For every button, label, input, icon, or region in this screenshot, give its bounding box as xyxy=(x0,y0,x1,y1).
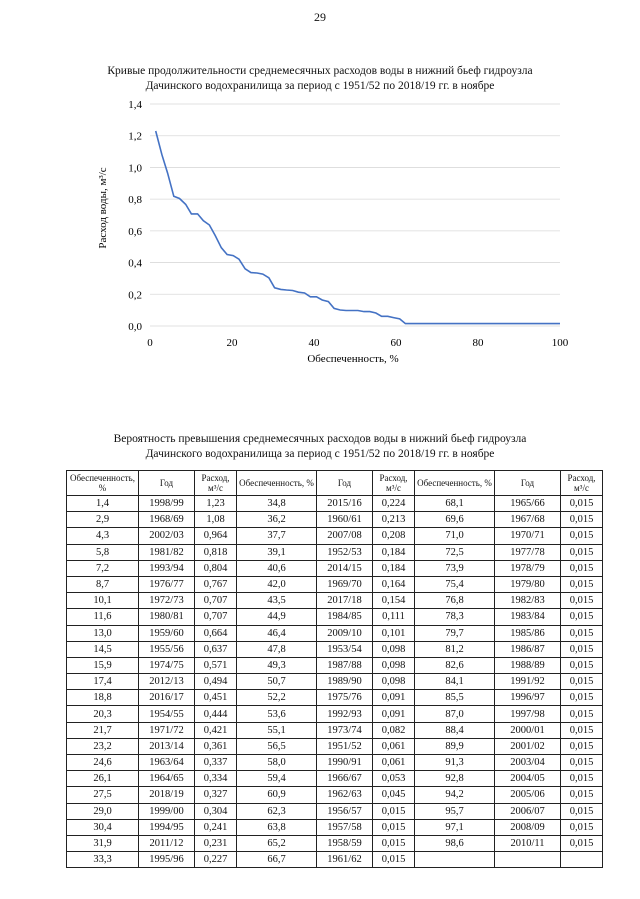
y-tick-label: 0,8 xyxy=(128,194,142,207)
table-cell: 69,6 xyxy=(415,512,495,528)
table-row xyxy=(67,722,603,738)
table-cell: 1957/58 xyxy=(317,819,373,835)
table-cell: 0,818 xyxy=(195,544,237,560)
table-cell: 1979/80 xyxy=(495,576,561,592)
table-cell: 1988/89 xyxy=(495,657,561,673)
table-cell: 5,8 xyxy=(67,544,139,560)
table-cell: 0,227 xyxy=(195,852,237,868)
table-cell: 21,7 xyxy=(67,722,139,738)
x-tick-label: 100 xyxy=(551,337,569,349)
table-cell: 36,2 xyxy=(237,512,317,528)
table-cell: 1959/60 xyxy=(139,625,195,641)
table-cell: 73,9 xyxy=(415,560,495,576)
table-cell: 0,015 xyxy=(561,625,603,641)
table-cell: 1992/93 xyxy=(317,706,373,722)
table-cell: 1975/76 xyxy=(317,690,373,706)
table-cell: 0,045 xyxy=(373,787,415,803)
table-cell: 60,9 xyxy=(237,787,317,803)
table-cell: 0,015 xyxy=(561,609,603,625)
table-cell: 87,0 xyxy=(415,706,495,722)
table-cell: 2014/15 xyxy=(317,560,373,576)
table-cell: 46,4 xyxy=(237,625,317,641)
table-cell: 0,231 xyxy=(195,835,237,851)
table-row xyxy=(67,771,603,787)
table-cell: 52,2 xyxy=(237,690,317,706)
column-header: Обеспеченность, % xyxy=(237,471,317,496)
table-cell: 0,327 xyxy=(195,787,237,803)
table-cell: 14,5 xyxy=(67,641,139,657)
y-tick-label: 0,2 xyxy=(128,289,142,302)
table-cell: 1967/68 xyxy=(495,512,561,528)
table-cell: 0,015 xyxy=(561,576,603,592)
table-cell: 2006/07 xyxy=(495,803,561,819)
table-cell: 2001/02 xyxy=(495,738,561,754)
flow-duration-chart xyxy=(70,96,570,376)
table-cell: 56,5 xyxy=(237,738,317,754)
table-cell: 47,8 xyxy=(237,641,317,657)
column-header: Год xyxy=(495,471,561,496)
table-cell: 97,1 xyxy=(415,819,495,835)
table-cell: 1953/54 xyxy=(317,641,373,657)
table-cell: 0,224 xyxy=(373,496,415,512)
table-cell: 0,213 xyxy=(373,512,415,528)
table-cell: 1954/55 xyxy=(139,706,195,722)
table-cell: 0,098 xyxy=(373,657,415,673)
table-cell: 2016/17 xyxy=(139,690,195,706)
table-cell: 59,4 xyxy=(237,771,317,787)
column-header: Год xyxy=(139,471,195,496)
table-cell: 0,184 xyxy=(373,560,415,576)
column-header: Расход, м³/с xyxy=(373,471,415,496)
table-row xyxy=(67,690,603,706)
table-cell: 0,015 xyxy=(561,771,603,787)
table-cell: 4,3 xyxy=(67,528,139,544)
table-cell: 0,015 xyxy=(561,560,603,576)
chart-title-line1: Кривые продолжительности среднемесячных расходов воды в нижний бьеф гидроузла xyxy=(107,65,533,77)
table-cell: 1973/74 xyxy=(317,722,373,738)
table-cell: 1972/73 xyxy=(139,593,195,609)
table-cell: 0,015 xyxy=(561,835,603,851)
table-cell: 62,3 xyxy=(237,803,317,819)
table-cell: 89,9 xyxy=(415,738,495,754)
table-cell: 82,6 xyxy=(415,657,495,673)
x-tick-label: 0 xyxy=(147,337,153,349)
table-cell: 1997/98 xyxy=(495,706,561,722)
flow-duration-curve xyxy=(156,131,560,324)
table-cell: 11,6 xyxy=(67,609,139,625)
x-tick-label: 60 xyxy=(390,337,402,349)
table-cell xyxy=(561,852,603,868)
table-cell: 1995/96 xyxy=(139,852,195,868)
table-cell: 0,061 xyxy=(373,755,415,771)
table-cell: 2004/05 xyxy=(495,771,561,787)
table-title-line2: Дачинского водохранилища за период с 1951/52 по 2018/19 гг. в ноябре xyxy=(145,448,495,460)
table-row xyxy=(67,657,603,673)
table-cell: 1980/81 xyxy=(139,609,195,625)
table-cell: 1999/00 xyxy=(139,803,195,819)
y-tick-label: 1,2 xyxy=(128,130,142,143)
table-row xyxy=(67,787,603,803)
table-cell: 1983/84 xyxy=(495,609,561,625)
table-cell: 0,421 xyxy=(195,722,237,738)
y-tick-label: 0,4 xyxy=(128,257,142,270)
table-cell: 2005/06 xyxy=(495,787,561,803)
table-cell: 0,664 xyxy=(195,625,237,641)
table-cell: 1962/63 xyxy=(317,787,373,803)
table-header-row xyxy=(67,471,603,496)
table-cell: 24,6 xyxy=(67,755,139,771)
table-cell: 66,7 xyxy=(237,852,317,868)
table-cell: 50,7 xyxy=(237,674,317,690)
y-axis-label: Расход воды, м³/с xyxy=(97,167,109,249)
table-cell: 85,5 xyxy=(415,690,495,706)
table-cell: 2003/04 xyxy=(495,755,561,771)
table-cell: 2017/18 xyxy=(317,593,373,609)
y-tick-label: 0,0 xyxy=(128,321,142,333)
table-cell: 0,707 xyxy=(195,593,237,609)
table-cell: 94,2 xyxy=(415,787,495,803)
table-cell: 1982/83 xyxy=(495,593,561,609)
table-row xyxy=(67,496,603,512)
table-cell: 0,015 xyxy=(561,738,603,754)
table-cell: 1990/91 xyxy=(317,755,373,771)
table-cell: 34,8 xyxy=(237,496,317,512)
table-cell: 2,9 xyxy=(67,512,139,528)
table-cell: 68,1 xyxy=(415,496,495,512)
table-cell: 0,804 xyxy=(195,560,237,576)
table-cell: 17,4 xyxy=(67,674,139,690)
table-cell: 2012/13 xyxy=(139,674,195,690)
table-cell: 1971/72 xyxy=(139,722,195,738)
table-cell: 88,4 xyxy=(415,722,495,738)
table-cell: 18,8 xyxy=(67,690,139,706)
table-cell: 0,015 xyxy=(373,803,415,819)
table-cell: 23,2 xyxy=(67,738,139,754)
table-row xyxy=(67,512,603,528)
table-cell: 20,3 xyxy=(67,706,139,722)
table-row xyxy=(67,576,603,592)
table-row xyxy=(67,706,603,722)
table-cell: 27,5 xyxy=(67,787,139,803)
table-row xyxy=(67,852,603,868)
table-cell: 0,767 xyxy=(195,576,237,592)
table-cell: 2010/11 xyxy=(495,835,561,851)
page-number: 29 xyxy=(314,10,326,24)
table-cell: 30,4 xyxy=(67,819,139,835)
table-cell: 1970/71 xyxy=(495,528,561,544)
table-cell: 1961/62 xyxy=(317,852,373,868)
table-cell: 33,3 xyxy=(67,852,139,868)
table-cell: 0,091 xyxy=(373,690,415,706)
table-cell: 0,964 xyxy=(195,528,237,544)
table-cell: 40,6 xyxy=(237,560,317,576)
table-cell: 0,015 xyxy=(561,593,603,609)
table-cell: 7,2 xyxy=(67,560,139,576)
chart-title-line2: Дачинского водохранилища за период с 1951/52 по 2018/19 гг. в ноябре xyxy=(145,80,495,92)
table-cell: 2002/03 xyxy=(139,528,195,544)
table-cell: 0,164 xyxy=(373,576,415,592)
table-cell: 84,1 xyxy=(415,674,495,690)
table-cell: 0,451 xyxy=(195,690,237,706)
y-tick-labels xyxy=(128,99,142,333)
probability-table xyxy=(66,470,603,868)
table-cell: 55,1 xyxy=(237,722,317,738)
table-cell: 0,015 xyxy=(561,690,603,706)
table-cell: 26,1 xyxy=(67,771,139,787)
table-cell: 0,061 xyxy=(373,738,415,754)
table-cell: 91,3 xyxy=(415,755,495,771)
table-cell: 72,5 xyxy=(415,544,495,560)
table-cell: 0,637 xyxy=(195,641,237,657)
table-cell: 1969/70 xyxy=(317,576,373,592)
table-cell: 1956/57 xyxy=(317,803,373,819)
table-cell: 1981/82 xyxy=(139,544,195,560)
table-row xyxy=(67,593,603,609)
table-cell: 1977/78 xyxy=(495,544,561,560)
table-cell: 2008/09 xyxy=(495,819,561,835)
table-cell: 76,8 xyxy=(415,593,495,609)
table-cell: 0,053 xyxy=(373,771,415,787)
table-cell: 31,9 xyxy=(67,835,139,851)
table-cell: 0,091 xyxy=(373,706,415,722)
table-cell: 0,154 xyxy=(373,593,415,609)
table-row xyxy=(67,609,603,625)
table-cell: 1960/61 xyxy=(317,512,373,528)
table-row xyxy=(67,625,603,641)
table-cell: 1985/86 xyxy=(495,625,561,641)
table-cell: 53,6 xyxy=(237,706,317,722)
y-tick-label: 1,4 xyxy=(128,99,142,111)
table-cell: 0,707 xyxy=(195,609,237,625)
table-cell: 1951/52 xyxy=(317,738,373,754)
table-cell: 2007/08 xyxy=(317,528,373,544)
table-cell: 2009/10 xyxy=(317,625,373,641)
table-cell: 0,015 xyxy=(561,755,603,771)
table-cell: 0,334 xyxy=(195,771,237,787)
table-cell: 1958/59 xyxy=(317,835,373,851)
table-cell: 0,571 xyxy=(195,657,237,673)
table-cell xyxy=(415,852,495,868)
table-cell: 63,8 xyxy=(237,819,317,835)
table-row xyxy=(67,835,603,851)
table-body xyxy=(67,496,603,868)
table-cell: 95,7 xyxy=(415,803,495,819)
table-cell: 43,5 xyxy=(237,593,317,609)
table-cell: 0,015 xyxy=(561,674,603,690)
table-cell: 0,015 xyxy=(561,722,603,738)
table-cell: 1998/99 xyxy=(139,496,195,512)
table-cell: 0,015 xyxy=(561,496,603,512)
table-cell: 1,23 xyxy=(195,496,237,512)
table-title xyxy=(40,432,600,462)
x-tick-labels xyxy=(147,337,569,349)
table-cell: 0,015 xyxy=(373,852,415,868)
table-cell: 0,494 xyxy=(195,674,237,690)
table-cell: 81,2 xyxy=(415,641,495,657)
table-cell: 1978/79 xyxy=(495,560,561,576)
table-row xyxy=(67,641,603,657)
table-cell: 1952/53 xyxy=(317,544,373,560)
table-cell: 0,241 xyxy=(195,819,237,835)
table-row xyxy=(67,560,603,576)
table-row xyxy=(67,544,603,560)
table-row xyxy=(67,738,603,754)
table-cell: 92,8 xyxy=(415,771,495,787)
table-cell: 0,184 xyxy=(373,544,415,560)
table-row xyxy=(67,674,603,690)
table-cell: 2015/16 xyxy=(317,496,373,512)
table-cell: 1968/69 xyxy=(139,512,195,528)
table-cell: 1963/64 xyxy=(139,755,195,771)
x-tick-label: 20 xyxy=(226,337,238,349)
table-cell: 75,4 xyxy=(415,576,495,592)
table-cell: 0,337 xyxy=(195,755,237,771)
chart-grid xyxy=(150,104,560,326)
table-cell: 15,9 xyxy=(67,657,139,673)
table-row xyxy=(67,528,603,544)
column-header: Расход, м³/с xyxy=(195,471,237,496)
table-cell: 0,015 xyxy=(561,544,603,560)
table-cell: 0,015 xyxy=(561,641,603,657)
chart-title xyxy=(40,64,600,94)
table-cell: 1987/88 xyxy=(317,657,373,673)
table-cell: 2013/14 xyxy=(139,738,195,754)
table-cell: 0,015 xyxy=(561,706,603,722)
table-cell: 0,015 xyxy=(561,528,603,544)
table-cell: 71,0 xyxy=(415,528,495,544)
table-cell: 1966/67 xyxy=(317,771,373,787)
table-cell: 29,0 xyxy=(67,803,139,819)
table-cell: 1996/97 xyxy=(495,690,561,706)
table-title-line1: Вероятность превышения среднемесячных расходов воды в нижний бьеф гидроузла xyxy=(113,433,527,445)
table-cell: 0,098 xyxy=(373,674,415,690)
table-cell: 0,361 xyxy=(195,738,237,754)
table-cell: 0,015 xyxy=(373,835,415,851)
x-tick-label: 40 xyxy=(308,337,320,349)
table-cell: 0,015 xyxy=(373,819,415,835)
table-cell: 0,015 xyxy=(561,803,603,819)
table-cell: 2000/01 xyxy=(495,722,561,738)
table-row xyxy=(67,819,603,835)
table-cell: 42,0 xyxy=(237,576,317,592)
y-tick-label: 0,6 xyxy=(128,225,142,238)
table-cell: 1,4 xyxy=(67,496,139,512)
table-cell: 1955/56 xyxy=(139,641,195,657)
table-cell: 1,08 xyxy=(195,512,237,528)
table-cell: 1994/95 xyxy=(139,819,195,835)
x-axis-label: Обеспеченность, % xyxy=(307,353,399,365)
table-cell: 0,015 xyxy=(561,657,603,673)
table-cell: 1989/90 xyxy=(317,674,373,690)
table-cell: 0,444 xyxy=(195,706,237,722)
table-cell: 0,015 xyxy=(561,819,603,835)
table-cell: 0,101 xyxy=(373,625,415,641)
table-cell: 0,208 xyxy=(373,528,415,544)
x-tick-label: 80 xyxy=(472,337,484,349)
table-cell: 44,9 xyxy=(237,609,317,625)
column-header: Обеспеченность, % xyxy=(415,471,495,496)
table-cell: 2018/19 xyxy=(139,787,195,803)
table-cell: 0,082 xyxy=(373,722,415,738)
table-cell: 13,0 xyxy=(67,625,139,641)
table-cell: 0,015 xyxy=(561,787,603,803)
table-cell: 2011/12 xyxy=(139,835,195,851)
table-cell: 0,111 xyxy=(373,609,415,625)
table-cell: 8,7 xyxy=(67,576,139,592)
table-cell: 78,3 xyxy=(415,609,495,625)
table-cell: 65,2 xyxy=(237,835,317,851)
table-cell: 0,098 xyxy=(373,641,415,657)
table-cell: 98,6 xyxy=(415,835,495,851)
y-tick-label: 1,0 xyxy=(128,162,142,175)
table-cell: 1986/87 xyxy=(495,641,561,657)
table-cell: 39,1 xyxy=(237,544,317,560)
table-cell xyxy=(495,852,561,868)
table-cell: 79,7 xyxy=(415,625,495,641)
table-row xyxy=(67,803,603,819)
column-header: Обеспеченность, % xyxy=(67,471,139,496)
table-cell: 0,304 xyxy=(195,803,237,819)
table-cell: 1965/66 xyxy=(495,496,561,512)
table-cell: 58,0 xyxy=(237,755,317,771)
table-cell: 1984/85 xyxy=(317,609,373,625)
table-cell: 1976/77 xyxy=(139,576,195,592)
table-cell: 49,3 xyxy=(237,657,317,673)
table-cell: 0,015 xyxy=(561,512,603,528)
table-cell: 1991/92 xyxy=(495,674,561,690)
table-cell: 37,7 xyxy=(237,528,317,544)
column-header: Расход, м³/с xyxy=(561,471,603,496)
table-cell: 1993/94 xyxy=(139,560,195,576)
column-header: Год xyxy=(317,471,373,496)
table-row xyxy=(67,755,603,771)
table-cell: 10,1 xyxy=(67,593,139,609)
table-cell: 1964/65 xyxy=(139,771,195,787)
table-cell: 1974/75 xyxy=(139,657,195,673)
